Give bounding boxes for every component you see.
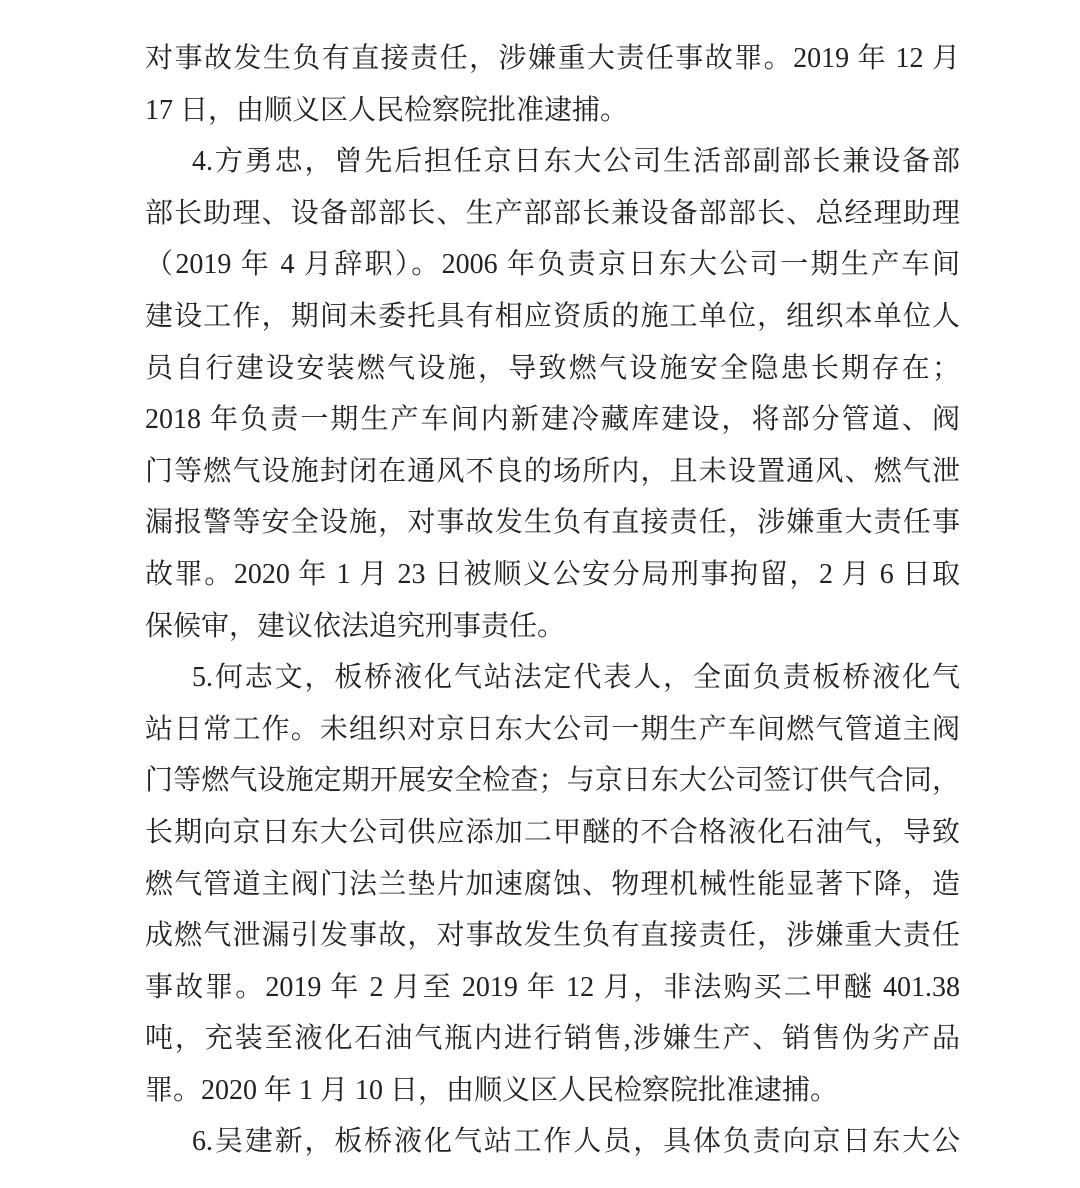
text-line: 站日常工作。未组织对京日东大公司一期生产车间燃气管道主阀 [145,713,960,745]
text-line: 燃气管道主阀门法兰垫片加速腐蚀、物理机械性能显著下降，造 [145,868,960,900]
text-line: 漏报警等安全设施，对事故发生负有直接责任，涉嫌重大责任事 [145,507,960,539]
text-line: 部长助理、设备部部长、生产部部长兼设备部部长、总经理助理 [145,197,960,229]
text-line: 罪。2020 年 1 月 10 日，由顺义区人民检察院批准逮捕。 [145,1074,839,1106]
text-line: 员自行建设安装燃气设施，导致燃气设施安全隐患长期存在； [145,352,960,384]
text-line: 2018 年负责一期生产车间内新建冷藏库建设，将部分管道、阀 [145,404,960,436]
text-line: 6.吴建新，板桥液化气站工作人员，具体负责向京日东大公 [192,1126,960,1158]
text-line: 长期向京日东大公司供应添加二甲醚的不合格液化石油气，导致 [145,816,960,848]
text-line: 建设工作，期间未委托具有相应资质的施工单位，组织本单位人 [145,300,960,332]
text-line: 故罪。2020 年 1 月 23 日被顺义公安分局刑事拘留，2 月 6 日取 [145,558,960,590]
text-line: 门等燃气设施定期开展安全检查；与京日东大公司签订供气合同， [145,765,960,797]
text-line: 4.方勇忠，曾先后担任京日东大公司生活部副部长兼设备部 [192,146,960,178]
text-line: （2019 年 4 月辞职）。2006 年负责京日东大公司一期生产车间 [145,249,960,281]
text-line: 吨，充装至液化石油气瓶内进行销售,涉嫌生产、销售伪劣产品 [145,1023,960,1055]
text-line: 5.何志文，板桥液化气站法定代表人，全面负责板桥液化气 [192,662,960,694]
text-line: 对事故发生负有直接责任，涉嫌重大责任事故罪。2019 年 12 月 [145,43,960,74]
text-line: 事故罪。2019 年 2 月至 2019 年 12 月，非法购买二甲醚 401.38 [145,971,960,1003]
text-line: 保候审，建议依法追究刑事责任。 [145,610,566,642]
text-line: 17 日，由顺义区人民检察院批准逮捕。 [145,94,629,126]
text-line: 门等燃气设施封闭在通风不良的场所内，且未设置通风、燃气泄 [145,455,960,487]
text-line: 成燃气泄漏引发事故，对事故发生负有直接责任，涉嫌重大责任 [145,920,960,952]
